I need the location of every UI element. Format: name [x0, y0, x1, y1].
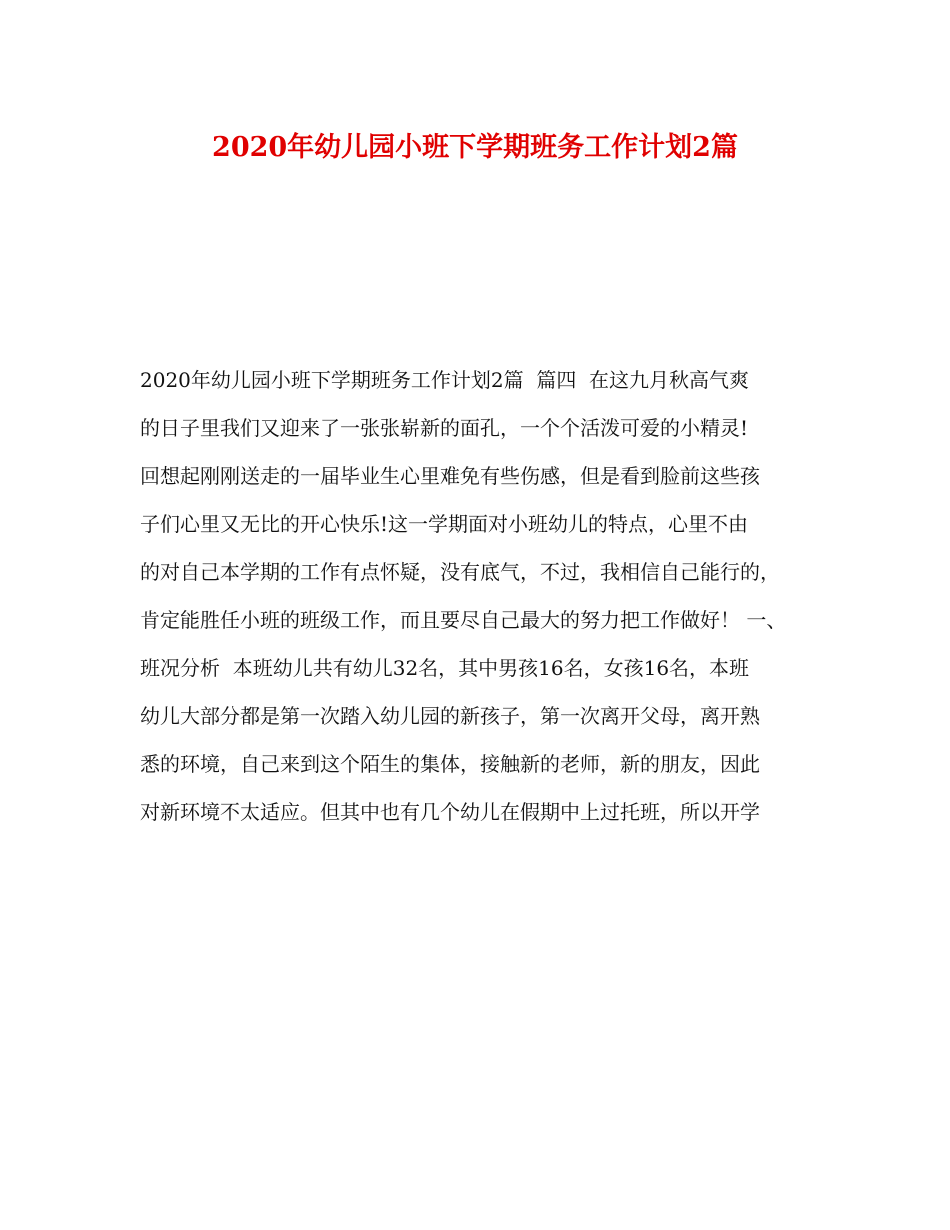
body-line: 回想起刚刚送走的一届毕业生心里难免有些伤感，但是看到脸前这些孩: [140, 464, 760, 488]
document-body: [140, 366, 840, 846]
body-line: 的日子里我们又迎来了一张张崭新的面孔，一个个活泼可爱的小精灵!: [140, 416, 749, 440]
body-line: 2020年幼儿园小班下学期班务工作计划2篇 篇四 在这九月秋高气爽: [140, 368, 750, 392]
body-line: 悉的环境，自己来到这个陌生的集体，接触新的老师，新的朋友，因此: [140, 752, 760, 776]
body-line: 子们心里又无比的开心快乐!这一学期面对小班幼儿的特点，心里不由: [140, 512, 749, 536]
body-line: 班况分析 本班幼儿共有幼儿32名，其中男孩16名，女孩16名，本班: [140, 656, 750, 680]
body-line: 肯定能胜任小班的班级工作，而且要尽自己最大的努力把工作做好！ 一、: [140, 608, 787, 632]
body-line: 对新环境不太适应。但其中也有几个幼儿在假期中上过托班，所以开学: [140, 800, 760, 824]
body-line: 的对自己本学期的工作有点怀疑，没有底气，不过，我相信自己能行的，: [140, 560, 780, 584]
body-line: 幼儿大部分都是第一次踏入幼儿园的新孩子，第一次离开父母，离开熟: [140, 704, 760, 728]
document-title: 2020年幼儿园小班下学期班务工作计划2篇: [212, 132, 738, 163]
